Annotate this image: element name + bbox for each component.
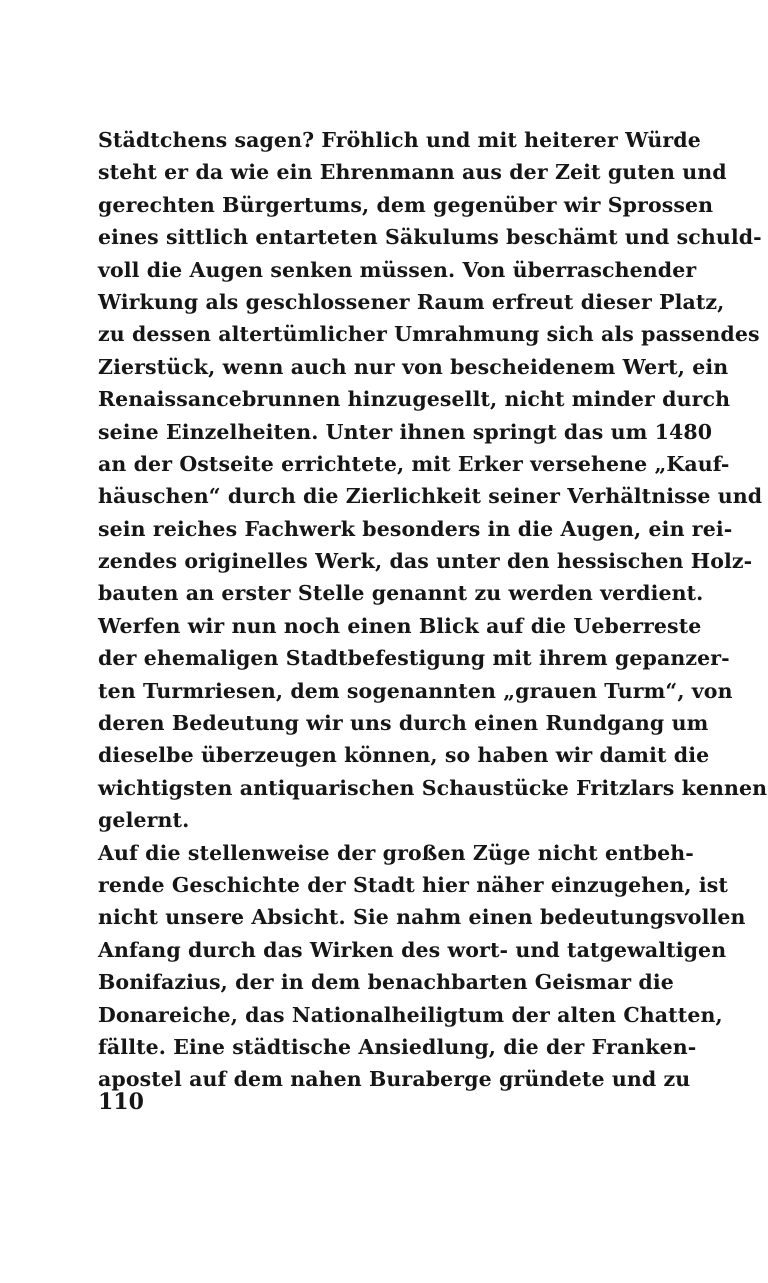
text-line: Städtchens sagen? Fröhlich und mit heiterer Würde — [98, 128, 701, 152]
text-line: Renaissancebrunnen hinzugesellt, nicht minder durch — [98, 387, 731, 412]
text-line: voll die Augen senken müssen. Von überraschender — [98, 257, 697, 282]
text-line: Wirkung als geschlossener Raum erfreut dieser Platz, — [98, 289, 725, 314]
text-line: an der Ostseite errichtete, mit Erker versehene „Kauf- — [98, 451, 730, 476]
text-line: Donareiche, das Nationalheiligtum der alten Chatten, — [98, 1002, 723, 1027]
text-line: zendes originelles Werk, das unter den hessischen Holz- — [98, 549, 753, 574]
text-line: nicht unsere Absicht. Sie nahm einen bedeutungsvollen — [98, 905, 746, 930]
text-line: gelernt. — [98, 808, 190, 833]
text-line: steht er da wie ein Ehrenmann aus der Zeit guten und — [98, 160, 727, 185]
text-line: rende Geschichte der Stadt hier näher einzugehen, ist — [98, 872, 728, 897]
text-line: dieselbe überzeugen können, so haben wir damit die — [98, 743, 710, 768]
text-line: zu dessen altertümlicher Umrahmung sich als passendes — [98, 322, 760, 347]
text-line: Zierstück, wenn auch nur von bescheidenem Wert, ein — [98, 354, 729, 379]
text-line: sein reiches Fachwerk besonders in die Augen, ein rei- — [98, 516, 733, 541]
text-line: bauten an erster Stelle genannt zu werden verdient. — [98, 581, 704, 606]
body-text — [98, 124, 768, 1096]
text-line: deren Bedeutung wir uns durch einen Rundgang um — [98, 711, 709, 736]
text-line: wichtigsten antiquarischen Schaustücke Fritzlars kennen — [98, 775, 768, 800]
text-line: eines sittlich entarteten Säkulums beschämt und schuld- — [98, 225, 762, 250]
text-line: gerechten Bürgertums, dem gegenüber wir Sprossen — [98, 192, 714, 217]
text-line: Werfen wir nun noch einen Blick auf die Ueberreste — [98, 613, 702, 638]
text-line: der ehemaligen Stadtbefestigung mit ihrem gepanzer- — [98, 646, 730, 671]
text-line: apostel auf dem nahen Buraberge gründete und zu — [98, 1067, 691, 1092]
text-line: Auf die stellenweise der großen Züge nicht entbeh- — [98, 840, 694, 865]
text-line: fällte. Eine städtische Ansiedlung, die der Franken- — [98, 1034, 697, 1059]
text-line: häuschen“ durch die Zierlichkeit seiner Verhältnisse und — [98, 484, 763, 509]
text-line: Bonifazius, der in dem benachbarten Geismar die — [98, 970, 674, 995]
text-line: Anfang durch das Wirken des wort- und tatgewaltigen — [98, 937, 727, 962]
page-number: 110 — [98, 1089, 144, 1115]
text-line: seine Einzelheiten. Unter ihnen springt das um 1480 — [98, 419, 713, 444]
text-line: ten Turmriesen, dem sogenannten „grauen Turm“, von — [98, 678, 733, 703]
